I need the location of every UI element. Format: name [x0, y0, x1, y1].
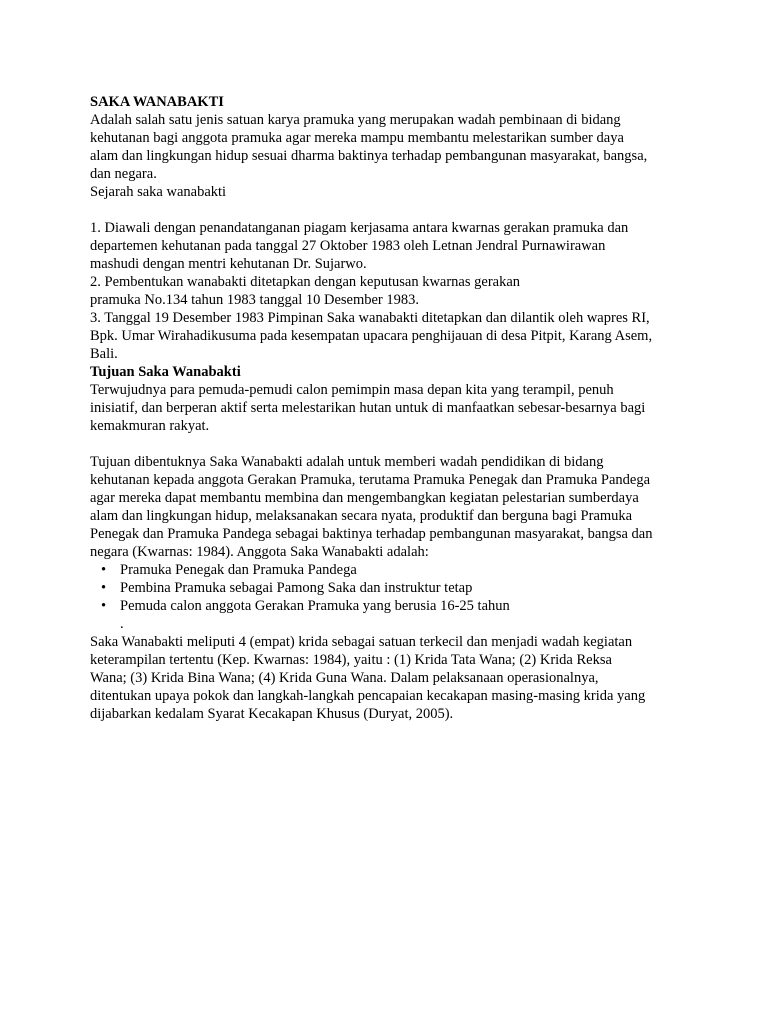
text-line: kemakmuran rakyat. — [90, 418, 210, 434]
list-item-text: Pramuka Penegak dan Pramuka Pandega — [120, 562, 357, 578]
bullet-icon: • — [101, 598, 107, 614]
text-line: alam dan lingkungan hidup sesuai dharma baktinya terhadap pembangunan masyarakat, bangsa, — [90, 148, 648, 164]
text-line: dijabarkan kedalam Syarat Kecakapan Khusus (Duryat, 2005). — [90, 706, 454, 722]
list-item — [90, 561, 690, 579]
text-line: Bali. — [90, 346, 118, 362]
text-line: mashudi dengan mentri kehutanan Dr. Sujarwo. — [90, 256, 367, 272]
text-line: 3. Tanggal 19 Desember 1983 Pimpinan Saka wanabakti ditetapkan dan dilantik oleh wapres RI, — [90, 310, 650, 326]
bullet-icon: • — [101, 562, 107, 578]
bullet-icon: • — [101, 580, 107, 596]
tujuan-paragraph-1 — [90, 381, 690, 435]
text-line: Wana; (3) Krida Bina Wana; (4) Krida Guna Wana. Dalam pelaksanaan operasionalnya, — [90, 670, 599, 686]
trailing-dot: . — [120, 616, 124, 632]
text-line: dan negara. — [90, 166, 157, 182]
text-line: 2. Pembentukan wanabakti ditetapkan dengan keputusan kwarnas gerakan — [90, 274, 521, 290]
text-line: Adalah salah satu jenis satuan karya pramuka yang merupakan wadah pembinaan di bidang — [90, 112, 621, 128]
members-list — [90, 561, 690, 615]
intro-paragraph — [90, 111, 690, 183]
list-item-text: Pembina Pramuka sebagai Pamong Saka dan instruktur tetap — [120, 580, 473, 596]
text-line: alam dan lingkungan hidup, melaksanakan secara nyata, produktif dan berguna bagi Pramuka — [90, 508, 633, 524]
tujuan-paragraph-2 — [90, 453, 690, 561]
text-line: pramuka No.134 tahun 1983 tanggal 10 Desember 1983. — [90, 292, 419, 308]
text-line: Saka Wanabakti meliputi 4 (empat) krida sebagai satuan terkecil dan menjadi wadah kegiatan — [90, 634, 633, 650]
list-item-text: Pemuda calon anggota Gerakan Pramuka yang berusia 16-25 tahun — [120, 598, 510, 614]
document-body — [90, 93, 690, 723]
text-line: kehutanan kepada anggota Gerakan Pramuka, terutama Pramuka Penegak dan Pramuka Pandega — [90, 472, 651, 488]
text-line: kehutanan bagi anggota pramuka agar mereka mampu membantu melestarikan sumber daya — [90, 130, 624, 146]
text-line: Penegak dan Pramuka Pandega sebagai baktinya terhadap pembangunan masyarakat, bangsa dan — [90, 526, 653, 542]
text-line: Terwujudnya para pemuda-pemudi calon pemimpin masa depan kita yang terampil, penuh — [90, 382, 614, 398]
text-line: inisiatif, dan berperan aktif serta melestarikan hutan untuk di manfaatkan sebesar-besarnya bagi — [90, 400, 646, 416]
paragraph-gap — [90, 435, 690, 453]
history-list — [90, 219, 690, 363]
list-item — [90, 579, 690, 597]
history-heading: Sejarah saka wanabakti — [90, 184, 227, 200]
text-line: agar mereka dapat membantu membina dan mengembangkan kegiatan pelestarian sumberdaya — [90, 490, 639, 506]
text-line: keterampilan tertentu (Kep. Kwarnas: 1984), yaitu : (1) Krida Tata Wana; (2) Krida Reksa — [90, 652, 612, 668]
text-line: ditentukan upaya pokok dan langkah-langkah pencapaian kecakapan masing-masing krida yang — [90, 688, 646, 704]
text-line: 1. Diawali dengan penandatanganan piagam kerjasama antara kwarnas gerakan pramuka dan — [90, 220, 629, 236]
document-title: SAKA WANABAKTI — [90, 94, 224, 110]
text-line: negara (Kwarnas: 1984). Anggota Saka Wanabakti adalah: — [90, 544, 429, 560]
tujuan-heading: Tujuan Saka Wanabakti — [90, 364, 241, 380]
paragraph-gap — [90, 201, 690, 219]
text-line: Tujuan dibentuknya Saka Wanabakti adalah untuk memberi wadah pendidikan di bidang — [90, 454, 604, 470]
krida-paragraph — [90, 633, 690, 723]
list-item — [90, 597, 690, 615]
text-line: departemen kehutanan pada tanggal 27 Oktober 1983 oleh Letnan Jendral Purnawirawan — [90, 238, 606, 254]
text-line: Bpk. Umar Wirahadikusuma pada kesempatan upacara penghijauan di desa Pitpit, Karang Asem, — [90, 328, 653, 344]
